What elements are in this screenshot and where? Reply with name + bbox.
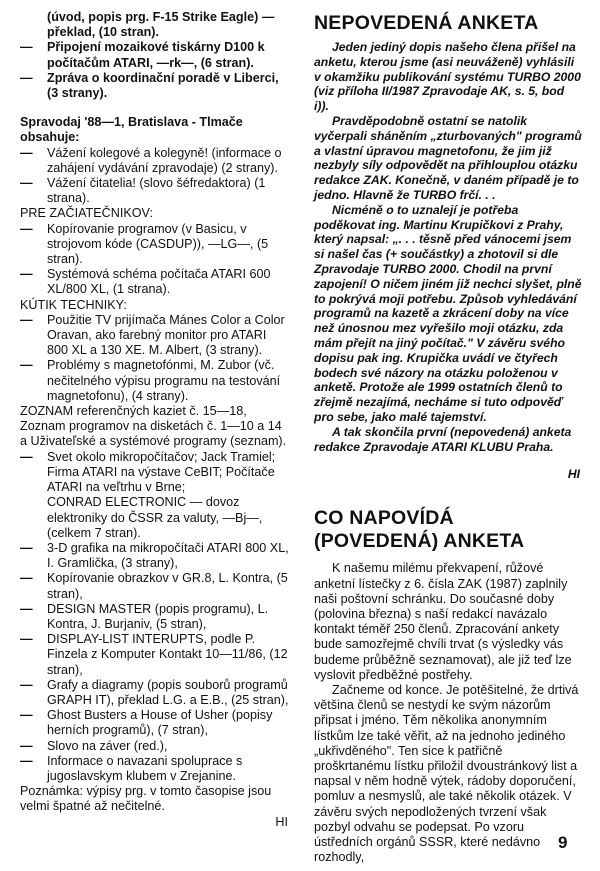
list-item: — Zpráva o koordinační poradě v Liberci, (3 strany). (20, 70, 279, 101)
paragraph: A tak skončila první (nepovedená) anketa redakce Zpravodaje ATARI KLUBU Praha. (314, 424, 572, 454)
list-item: — DISPLAY-LIST INTERUPTS, podle P. Finzela z Komputer Kontakt 10—11/86, (12 stran), (20, 632, 288, 677)
list-item-text: Problémy s magnetofónmi, M. Zubor (vč. nečitelného výpisu programu na testování magnetofonu), (4 strany). (47, 358, 281, 403)
list-item-text: Připojení mozaikové tiskárny D100 k počítačům ATARI, —rk—, (6 stran). (47, 40, 265, 70)
list-item: — Ghost Busters a House of Usher (popisy herních programů), (7 stran), (20, 708, 273, 738)
lead-paragraph: Jeden jediný dopis našeho člena přišel na anketu, kterou jsme (asi neuváženě) vyhlásili v okamžiku publikování systému TURBO 2000 (viz příloha II/1987 Zpravodaje AK, s. 5, bod i)). (314, 40, 581, 114)
list-item-text: Vážení čitatelia! (slovo šéfredaktora) (1 strana). (47, 176, 266, 206)
page-number: 9 (558, 833, 568, 852)
list-item: — 3-D grafika na mikropočítači ATARI 800 XL, I. Gramlička, (3 strany), (20, 540, 289, 571)
paragraph: Začneme od konce. Je potěšitelné, že drtivá většina členů se nestydí ke svým názorům připsat i jméno. Těm několika anonymním lístkům lze také věřit, až na jednoho jediného „ukřivděného". Ten sice k patřičně proškrtanému lístku přiložil dvoustránkový list a napsal v něm hodně výtek, rádoby doporučení, pomluv a nesmyslů, ale také několik otázek. V závěru svých nepodložených tvrzení však pozbyl odvahu se podepsat. Po vzoru ústředních orgánů SSSR, které nedávno rozhodly, (314, 682, 579, 865)
list-item: — Kopírovanie programov (v Basicu, v strojovom kóde (CASDUP)), —LG—, (5 stran). (20, 221, 269, 267)
left-column (20, 10, 290, 830)
list-item-text: DESIGN MASTER (popis programu), L. Kontra, J. Burjaniv, (5 stran), (47, 601, 269, 631)
list-item-text: Zpráva o koordinační poradě v Liberci, (3 strany). (47, 70, 279, 101)
left-signature: HI (275, 814, 288, 829)
right-column (314, 10, 582, 865)
list-item-text: Svet okolo mikropočítačov; Jack Tramiel; Firma ATARI na výstave CeBIT; Počítače ATARI na veľtrhu v Brne; (47, 449, 276, 495)
conrad-paragraph: CONRAD ELECTRONIC — dovoz elektroniky do ČSSR za valuty, —Bj—, (celkem 7 stran). (47, 495, 263, 540)
list-item-text: Grafy a diagramy (popis souborů programů GRAPH IT), překlad L.G. a E.B., (25 stran), (47, 677, 289, 707)
section-subtitle: obsahuje: (20, 130, 80, 145)
list-item: — Systémová schéma počítača ATARI 600 XL/800 XL, (1 strana). (20, 267, 271, 297)
section-title: Spravodaj '88—1, Bratislava - Tlmače (20, 115, 243, 130)
article-title-1: NEPOVEDENÁ ANKETA (314, 12, 539, 34)
note: Poznámka: výpisy prg. v tomto časopise jsou velmi špatné až nečitelné. (20, 784, 272, 814)
list-item: — Připojení mozaikové tiskárny D100 k počítačům ATARI, —rk—, (6 stran). (20, 40, 265, 70)
article-title-2: CO NAPOVÍDÁ (POVEDENÁ) ANKETA (314, 507, 525, 553)
list-item: — Grafy a diagramy (popis souborů programů GRAPH IT), překlad L.G. a E.B., (25 stran), (20, 677, 289, 707)
list-item-text: Použitie TV prijímača Mánes Color a Color Oravan, ako farebný monitor pro ATARI 800 XL a 130 XE. M. Albert, (3 strany). (47, 312, 285, 358)
intro-line-1: (úvod, popis prg. F-15 Strike Eagle) — (47, 10, 275, 24)
article-body-1 (314, 40, 582, 481)
list-item-text: Ghost Busters a House of Usher (popisy herních programů), (7 stran), (47, 708, 273, 738)
list-item-text: Vážení kolegové a kolegyně! (informace o zahájení vydávání zpravodaje) (2 strany). (47, 145, 282, 175)
subheading-tech: KÚTIK TECHNIKY: (20, 297, 127, 312)
list-item-text: 3-D grafika na mikropočítači ATARI 800 XL, I. Gramlička, (3 strany), (47, 540, 289, 571)
subheading-beginners: PRE ZAČIATEČNIKOV: (20, 206, 153, 221)
list-item: — DESIGN MASTER (popis programu), L. Kontra, J. Burjaniv, (5 stran), (20, 601, 269, 631)
list-item-text: Informace o navazani spoluprace s jugoslavskym klubem v Zrejanine. (47, 753, 243, 783)
zoznam-paragraph: ZOZNAM referenčných kaziet č. 15—18, Zoznam programov na disketách č. 1—10 a 14 a Uživateľské a systémové programy (seznam). (20, 404, 287, 449)
paragraph: K našemu milému překvapení, růžové anketní lístečky z 6. čísla ZAK (1987) zaplnily naši poštovní schránku. Do současné doby (polovina března) s naší redakcí navázalo kontakt téměř 250 členů. Zpracování ankety bude samozřejmě chvíli trvat (s výsledky vás budeme průběžně seznamovat), ale již teď lze vyslovit předběžné postřehy. (314, 561, 572, 682)
intro-line-2: překlad, (10 stran). (47, 25, 159, 40)
list-item: — Informace o navazani spoluprace s jugoslavskym klubem v Zrejanine. (20, 753, 243, 783)
list-item: — Použitie TV prijímača Mánes Color a Color Oravan, ako farebný monitor pro ATARI 800 XL a 130 XE. M. Albert, (3 strany). (20, 312, 285, 358)
list-item: — Vážení kolegové a kolegyně! (informace o zahájení vydávání zpravodaje) (2 strany). (20, 145, 282, 175)
paragraph: Pravděpodobně ostatní se natolik vyčerpali sháněním „zturbovaných" programů a vlastní úpravou magnetofonu, že jim již nezbyly síly odpovědět na přihlouplou otázku redakce ZAK. Konečně, v daném případě je to jedno. Hlavně že TURBO frčí. . . (314, 113, 582, 202)
list-item-text: Systémová schéma počítača ATARI 600 XL/800 XL, (1 strana). (47, 267, 271, 297)
list-item: — Vážení čitatelia! (slovo šéfredaktora) (1 strana). (20, 176, 266, 206)
list-item: — Problémy s magnetofónmi, M. Zubor (vč. nečitelného výpisu programu na testování magnetofonu), (4 strany). (20, 358, 281, 403)
list-item-text: Slovo na záver (red.), (47, 738, 168, 753)
list-item: — Kopírovanie obrazkov v GR.8, L. Kontra, (5 stran), (20, 571, 288, 601)
paragraph: Nicméně o to uznalejí je potřeba poděkovat ing. Martinu Krupičkovi z Prahy, který napsal: „. . . těsně před vánocemi jsem si našel čas (+ součástky) a zhotovil si dle Zpravodaje TURBO 2000. Chodil na první zapojení! O ničem jiném již nechci slyšet, plně to pokrývá moji potřebu. Způsob vyhledávání programů na kazetě a zkrácení doby na více než únosnou mez vyřešilo moji otázku, zda mám přejít na jiný počítač." V závěru svého dopisu pak ing. Krupička uvádí ve čtyřech bodech své názory na otázku položenou v anketě. Protože ale 1999 ostatních členů to zřejmě nezajímá, necháme si tuto odpověď pro sebe, jako malé tajemství. (314, 202, 582, 424)
article-signature: HI (567, 466, 580, 481)
list-item-text: Kopírovanie programov (v Basicu, v strojovom kóde (CASDUP)), —LG—, (5 stran). (47, 221, 269, 267)
list-item-text: Kopírovanie obrazkov v GR.8, L. Kontra, (5 stran), (47, 571, 288, 601)
list-item-text: DISPLAY-LIST INTERUPTS, podle P. Finzela z Komputer Kontakt 10—11/86, (12 stran), (47, 632, 288, 677)
list-item: — Slovo na záver (red.), (20, 738, 168, 753)
list-item: — Svet okolo mikropočítačov; Jack Tramiel; Firma ATARI na výstave CeBIT; Počítače ATARI na veľtrhu v Brne; (20, 449, 276, 495)
